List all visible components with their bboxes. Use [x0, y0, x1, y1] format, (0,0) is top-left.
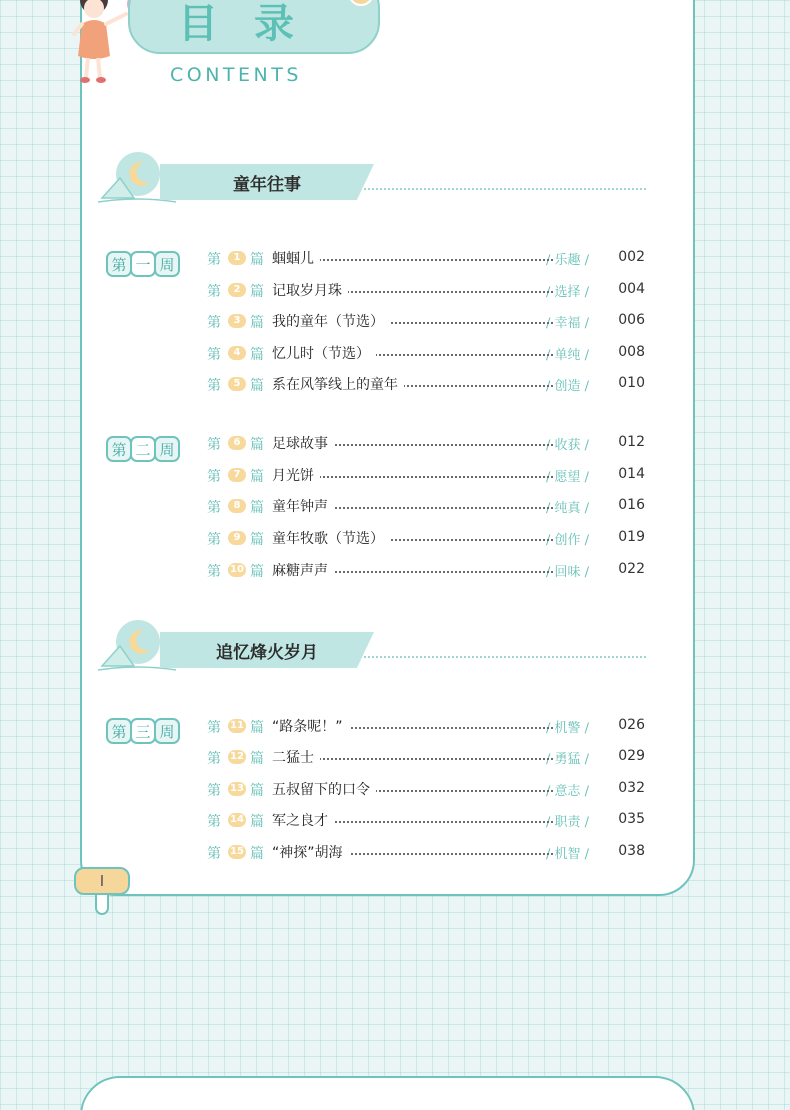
toc-entry[interactable] — [207, 248, 645, 268]
week-badge-1 — [106, 251, 178, 277]
entry-theme: / 机警 / — [545, 721, 589, 736]
entry-prefix: 第 — [207, 846, 221, 862]
entry-suffix: 篇 — [250, 252, 264, 268]
entry-prefix: 第 — [207, 469, 221, 485]
week-badge-char: 二 — [130, 436, 156, 462]
entry-title: 我的童年（节选） — [272, 311, 390, 331]
entry-suffix: 篇 — [250, 500, 264, 516]
toc-entry[interactable] — [207, 810, 645, 830]
next-card-edge — [80, 1076, 695, 1110]
entry-page: 008 — [618, 344, 645, 360]
entry-suffix: 篇 — [250, 469, 264, 485]
entry-title: 五叔留下的口令 — [272, 779, 376, 799]
entry-suffix: 篇 — [250, 284, 264, 300]
entry-prefix: 第 — [207, 814, 221, 830]
entry-number: 15 — [228, 845, 246, 859]
entry-prefix: 第 — [207, 437, 221, 453]
entry-theme: / 勇猛 / — [545, 752, 589, 767]
entry-page: 032 — [618, 780, 645, 796]
entry-number: 3 — [228, 314, 246, 328]
entry-theme: / 选择 / — [545, 285, 589, 300]
toc-entry[interactable] — [207, 496, 645, 516]
entry-suffix: 篇 — [250, 315, 264, 331]
entry-prefix: 第 — [207, 500, 221, 516]
entry-title: 麻糖声声 — [272, 560, 334, 580]
entry-page: 004 — [618, 281, 645, 297]
toc-entry[interactable] — [207, 374, 645, 394]
entry-prefix: 第 — [207, 284, 221, 300]
toc-entry[interactable] — [207, 779, 645, 799]
entry-page: 002 — [618, 249, 645, 265]
entry-suffix: 篇 — [250, 720, 264, 736]
entry-title: 足球故事 — [272, 433, 334, 453]
page-number: I — [74, 867, 130, 895]
entry-theme: / 职责 / — [545, 815, 589, 830]
entry-suffix: 篇 — [250, 378, 264, 394]
entry-title: 记取岁月珠 — [272, 280, 348, 300]
entry-theme: / 收获 / — [545, 438, 589, 453]
entry-prefix: 第 — [207, 564, 221, 580]
entry-number: 2 — [228, 283, 246, 297]
entry-theme: / 意志 / — [545, 784, 589, 799]
section-rule — [364, 656, 646, 658]
week-badge-char: 三 — [130, 718, 156, 744]
entry-prefix: 第 — [207, 378, 221, 394]
week-badge-char: 周 — [154, 718, 180, 744]
week-badge-char: 一 — [130, 251, 156, 277]
toc-entry[interactable] — [207, 842, 645, 862]
entry-theme: / 乐趣 / — [545, 253, 589, 268]
week-badge-char: 周 — [154, 251, 180, 277]
entry-number: 12 — [228, 750, 246, 764]
week-badge-char: 第 — [106, 436, 132, 462]
section-title: 童年往事 — [233, 175, 301, 195]
entry-number: 7 — [228, 468, 246, 482]
entry-theme: / 创造 / — [545, 379, 589, 394]
entry-title: “神探”胡海 — [272, 842, 349, 862]
entry-theme: / 幸福 / — [545, 316, 589, 331]
entry-title: 月光饼 — [272, 465, 320, 485]
entry-number: 4 — [228, 346, 246, 360]
entry-theme: / 愿望 / — [545, 470, 589, 485]
entry-suffix: 篇 — [250, 532, 264, 548]
contents-subtitle: CONTENTS — [170, 64, 302, 86]
entry-theme: / 纯真 / — [545, 501, 589, 516]
toc-entry[interactable] — [207, 280, 645, 300]
toc-entry[interactable] — [207, 747, 645, 767]
week-badge-2 — [106, 436, 178, 462]
week-badge-3 — [106, 718, 178, 744]
entry-suffix: 篇 — [250, 783, 264, 799]
page-title: 目录 — [178, 0, 330, 47]
entry-prefix: 第 — [207, 783, 221, 799]
entry-number: 8 — [228, 499, 246, 513]
entry-page: 010 — [618, 375, 645, 391]
entry-suffix: 篇 — [250, 846, 264, 862]
week-badge-char: 第 — [106, 718, 132, 744]
entry-page: 029 — [618, 748, 645, 764]
toc-entry[interactable] — [207, 311, 645, 331]
toc-entry[interactable] — [207, 465, 645, 485]
entry-theme: / 回味 / — [545, 565, 589, 580]
entry-prefix: 第 — [207, 720, 221, 736]
entry-page: 022 — [618, 561, 645, 577]
entry-suffix: 篇 — [250, 347, 264, 363]
entry-title: 童年钟声 — [272, 496, 334, 516]
entry-number: 9 — [228, 531, 246, 545]
entry-title: 蝈蝈儿 — [272, 248, 320, 268]
entry-title: 军之良才 — [272, 810, 334, 830]
entry-prefix: 第 — [207, 751, 221, 767]
section-header-2 — [98, 618, 648, 678]
entry-prefix: 第 — [207, 315, 221, 331]
entry-title: 二猛士 — [272, 747, 320, 767]
week-badge-char: 周 — [154, 436, 180, 462]
entry-theme: / 单纯 / — [545, 348, 589, 363]
entry-theme: / 创作 / — [545, 533, 589, 548]
entry-number: 10 — [228, 563, 246, 577]
entry-suffix: 篇 — [250, 437, 264, 453]
section-title: 追忆烽火岁月 — [216, 643, 318, 663]
entry-page: 038 — [618, 843, 645, 859]
section-rule — [364, 188, 646, 190]
entry-page: 012 — [618, 434, 645, 450]
entry-number: 5 — [228, 377, 246, 391]
entry-number: 11 — [228, 719, 246, 733]
entry-number: 6 — [228, 436, 246, 450]
entry-prefix: 第 — [207, 252, 221, 268]
entry-theme: / 机智 / — [545, 847, 589, 862]
entry-page: 035 — [618, 811, 645, 827]
entry-title: 系在风筝线上的童年 — [272, 374, 404, 394]
entry-title: 童年牧歌（节选） — [272, 528, 390, 548]
entry-suffix: 篇 — [250, 751, 264, 767]
week-badge-char: 第 — [106, 251, 132, 277]
toc-entry[interactable] — [207, 716, 645, 736]
toc-entry[interactable] — [207, 343, 645, 363]
entry-page: 026 — [618, 717, 645, 733]
entry-suffix: 篇 — [250, 564, 264, 580]
section-header-1 — [98, 150, 648, 210]
entry-title: “路条呢！” — [272, 716, 349, 736]
entry-number: 13 — [228, 782, 246, 796]
toc-entry[interactable] — [207, 528, 645, 548]
entry-prefix: 第 — [207, 532, 221, 548]
entry-page: 006 — [618, 312, 645, 328]
entry-number: 1 — [228, 251, 246, 265]
toc-entry[interactable] — [207, 560, 645, 580]
entry-suffix: 篇 — [250, 814, 264, 830]
toc-entry[interactable] — [207, 433, 645, 453]
entry-prefix: 第 — [207, 347, 221, 363]
page-tab-tail — [95, 893, 109, 915]
entry-page: 014 — [618, 466, 645, 482]
entry-title: 忆儿时（节选） — [272, 343, 376, 363]
entry-page: 016 — [618, 497, 645, 513]
entry-page: 019 — [618, 529, 645, 545]
entry-number: 14 — [228, 813, 246, 827]
